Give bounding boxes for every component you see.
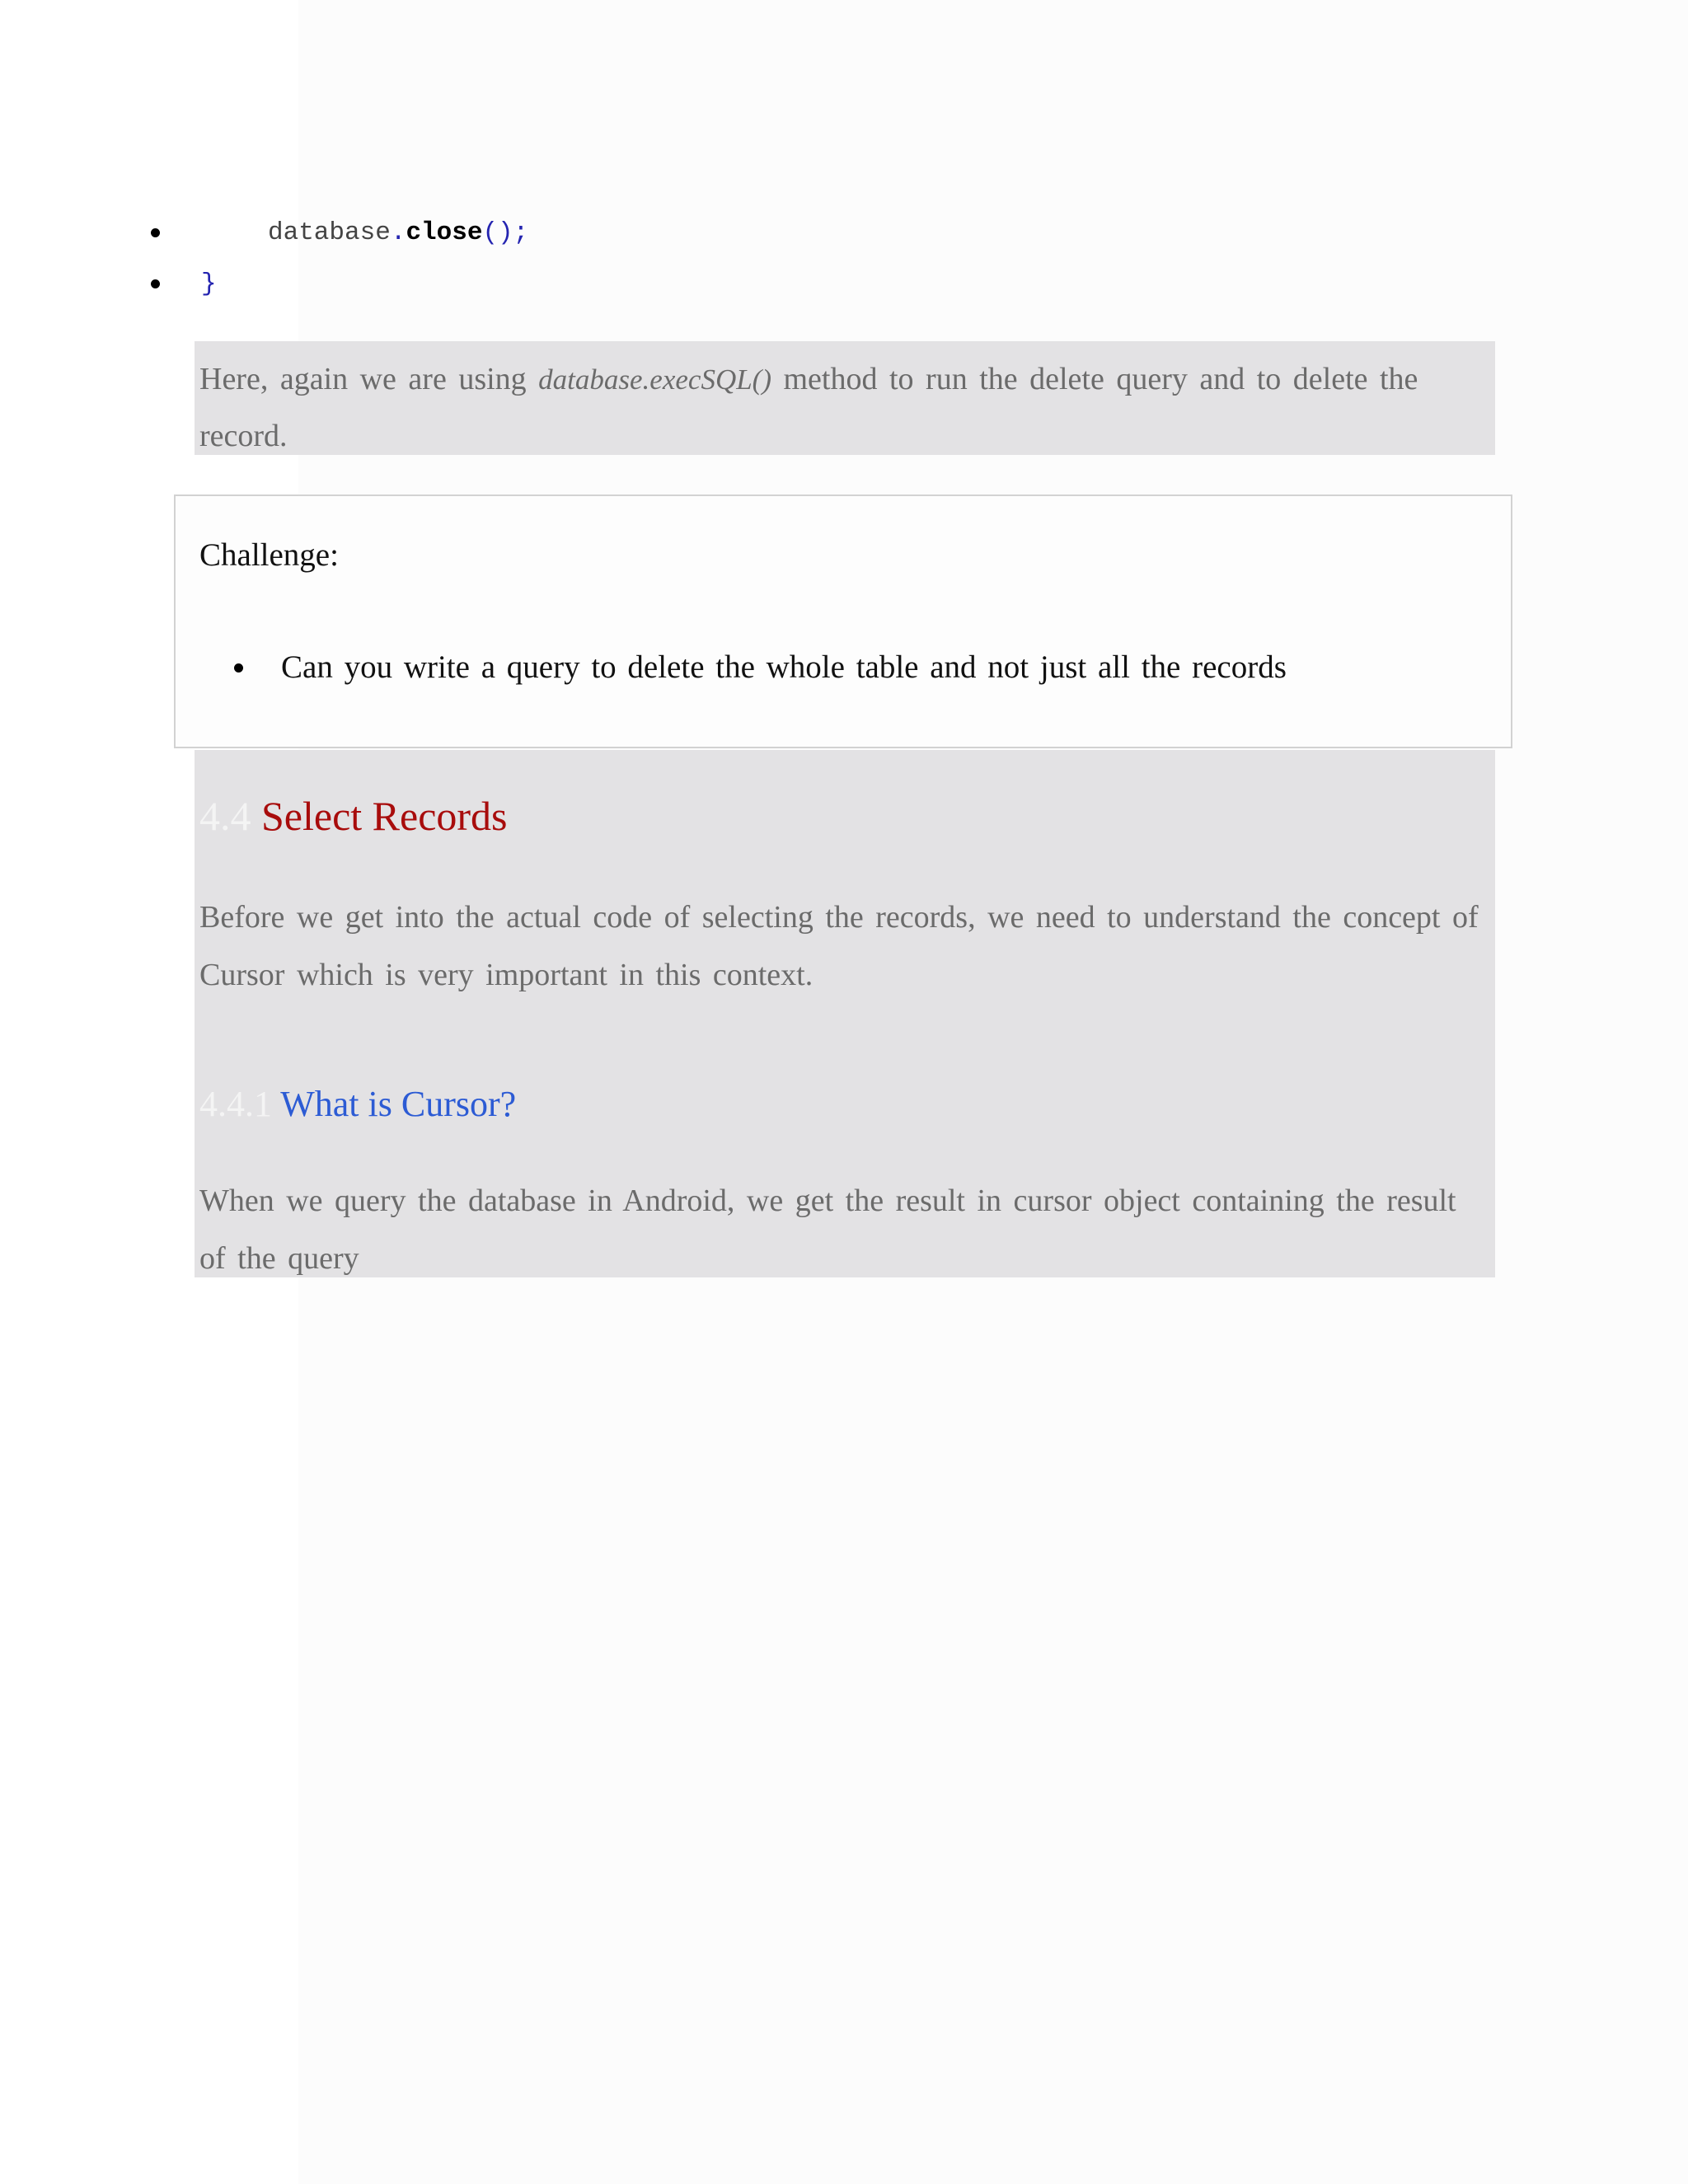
section-title: Select Records [261,793,508,839]
section-number: 4.4 [199,793,251,839]
subsection-title: What is Cursor? [280,1084,517,1124]
subsection-body: When we query the database in Android, we get the result in cursor object containing the result of the query [199,1183,1456,1276]
code-bullet-1 [151,228,160,237]
challenge-bullet [234,663,243,673]
note-text-after: method to run the delete query and to delete the record. [199,362,1418,453]
challenge-item: Can you write a query to delete the whole table and not just all the records [281,649,1287,685]
subsection-heading [199,1076,516,1133]
section-intro: Before we get into the actual code of selecting the records, we need to understand the concept of Cursor which is very important in this context. [199,900,1479,992]
code-closing-brace: } [201,269,217,298]
code-line-brace [201,268,217,301]
note-text-before: Here, again we are using [199,362,539,396]
code-line-close [268,217,528,250]
subsection-number: 4.4.1 [199,1084,272,1124]
section-heading [199,787,508,845]
code-punctuation: (); [482,218,529,247]
note-paragraph [199,351,1485,464]
challenge-box [174,494,1512,748]
code-dot: . [390,218,406,247]
note-method-name: database.execSQL() [538,363,771,396]
code-bullet-2 [151,279,160,288]
challenge-title: Challenge: [199,537,339,573]
code-object: database [268,218,391,247]
code-method: close [406,218,483,247]
